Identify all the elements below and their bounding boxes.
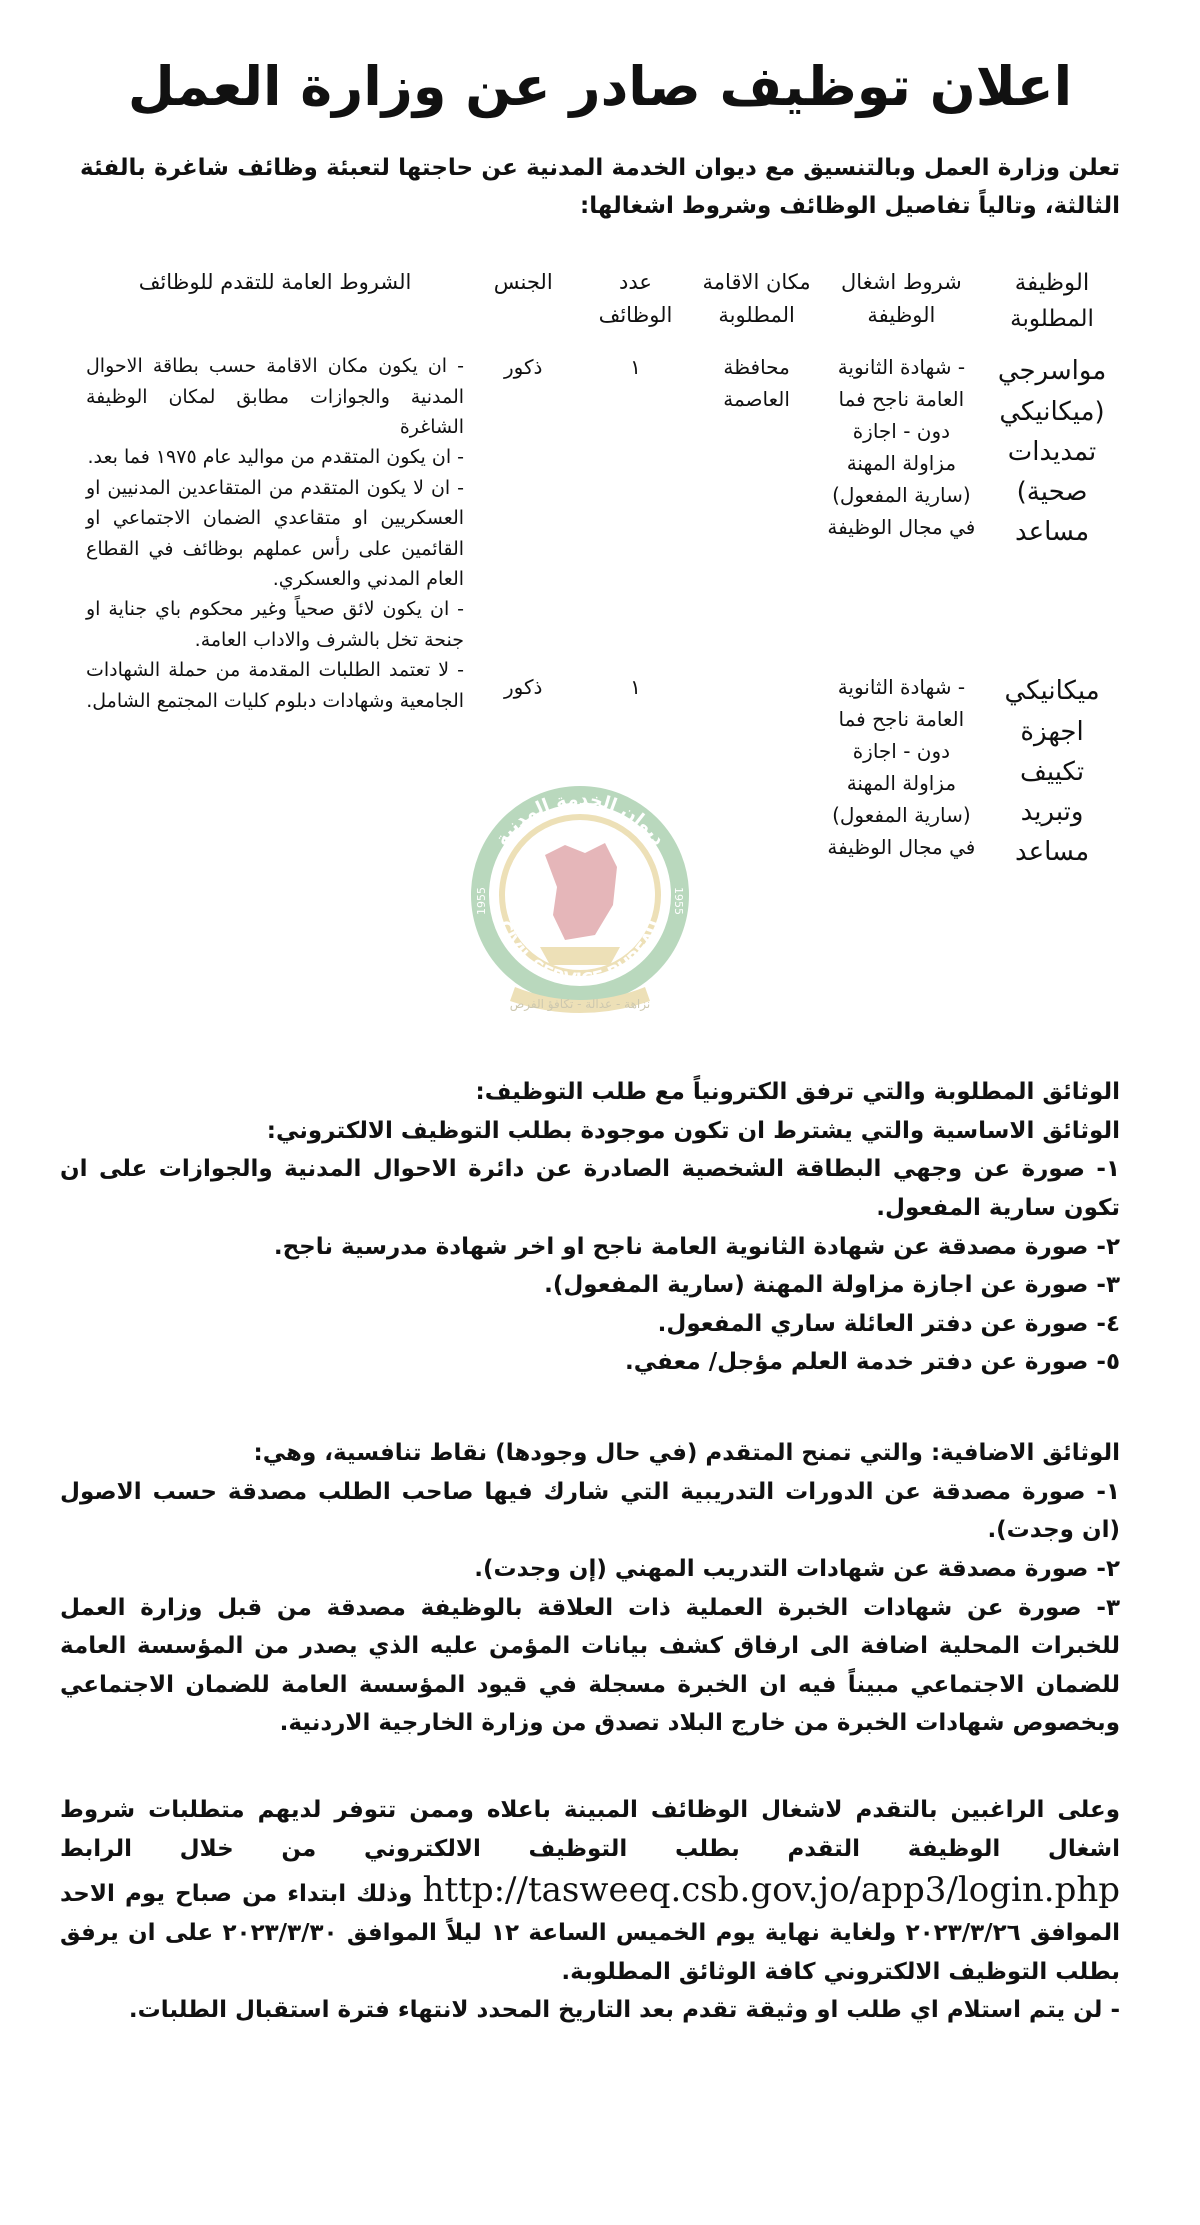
header-conditions: شروط اشغال الوظيفة: [841, 270, 962, 327]
list-item: ٥- صورة عن دفتر خدمة العلم مؤجل/ معفي.: [624, 1349, 1120, 1376]
job-conditions-cell: - شهادة الثانوية العامة ناجح فما دون - اجازة مزاولة المهنة (سارية المفعول) في مجال الوظيفة: [827, 675, 976, 860]
list-item: ١- صورة مصدقة عن الدورات التدريبية التي شارك فيها صاحب الطلب مصدقة حسب الاصول (ان وجدت).: [60, 1478, 1120, 1544]
list-item: ٤- صورة عن دفتر العائلة ساري المفعول.: [657, 1310, 1120, 1337]
seal-arabic-name: ديوان الخدمة المدنية: [491, 788, 670, 850]
general-condition-item: - ان لا يكون المتقدم من المتقاعدين المدنيين او العسكريين او متقاعدي الضمان الاجتماعي او القائمين على رأس عملهم بوظائف في القطاع العام المدني والعسكري.: [86, 476, 465, 591]
list-item: ١- صورة عن وجهي البطاقة الشخصية الصادرة عن دائرة الاحوال المدنية والجوازات على ان تكون سارية المفعول.: [60, 1156, 1120, 1221]
header-residence: مكان الاقامة المطلوبة: [702, 270, 811, 327]
job-count-cell: ١: [630, 355, 641, 380]
general-condition-item: - ان يكون المتقدم من مواليد عام ١٩٧٥ فما بعد.: [87, 446, 465, 469]
closing-note: - لن يتم استلام اي طلب او وثيقة تقدم بعد التاريخ المحدد لانتهاء فترة استقبال الطلبات.: [128, 1997, 1120, 2024]
closing-paragraph: [60, 1791, 1120, 1991]
general-condition-item: - ان يكون لائق صحياً وغير محكوم باي جناية او جنحة تخل بالشرف والاداب العامة.: [86, 598, 465, 651]
civil-service-bureau-seal-icon: [445, 775, 715, 1015]
closing-text-after-url: وذلك ابتداء من صباح يوم الاحد الموافق ٢٠٢٣/٣/٢٦ ولغاية نهاية يوم الخميس الساعة ١٢ ليلاً الموافق ٢٠٢٣/٣/٣٠ على ان يرفق بطلب التوظيف الالكتروني كافة الوثائق المطلوبة.: [60, 1881, 1121, 1985]
application-link[interactable]: http://tasweeq.csb.gov.jo/app3/login.php: [422, 1870, 1121, 1911]
seal-motto: نزاهة - عدالة - تكافؤ الفرص: [509, 997, 651, 1011]
list-item: ٣- صورة عن اجازة مزاولة المهنة (سارية المفعول).: [544, 1272, 1120, 1299]
documents-section: [60, 1073, 1120, 2030]
basic-documents-heading: الوثائق الاساسية والتي يشترط ان تكون موجودة بطلب التوظيف الالكتروني:: [266, 1117, 1120, 1144]
gender-cell: ذكور: [504, 355, 543, 380]
residence-cell: محافظة العاصمة: [723, 355, 790, 412]
seal-english-name: CIVIL SERVICE BUREAU: [493, 918, 667, 991]
header-job: الوظيفة المطلوبة: [1010, 270, 1094, 332]
general-conditions-cell: [80, 341, 470, 882]
documents-heading: الوثائق المطلوبة والتي ترفق الكترونياً مع طلب التوظيف:: [475, 1079, 1120, 1105]
job-conditions-cell: - شهادة الثانوية العامة ناجح فما دون - اجازة مزاولة المهنة (سارية المفعول) في مجال الوظيفة: [827, 355, 976, 540]
section-spacer: [60, 1743, 1120, 1791]
seal-year-left: 1955: [475, 887, 488, 915]
general-condition-item: - ان يكون مكان الاقامة حسب بطاقة الاحوال المدنية والجوازات مطابق لمكان الوظيفة الشاغرة: [86, 355, 465, 439]
list-item: ٣- صورة عن شهادات الخبرة العملية ذات العلاقة بالوظيفة مصدقة من قبل وزارة العمل للخبرات المحلية اضافة الى ارفاق كشف بيانات المؤمن عليه الذي يصدر من المؤسسة العامة للضمان الاجتماعي مبيناً فيه ان الخبرة مسجلة في قيود المؤسسة العامة للضمان الاجتماعي وبخصوص شهادات الخبرة من خارج البلاد تصدق من وزارة الخارجية الاردنية.: [60, 1594, 1120, 1737]
list-item: ٢- صورة مصدقة عن شهادات التدريب المهني (إن وجدت).: [474, 1555, 1120, 1582]
header-count: عدد الوظائف: [598, 270, 673, 327]
section-spacer: [60, 1382, 1120, 1434]
intro-paragraph: تعلن وزارة العمل وبالتنسيق مع ديوان الخدمة المدنية عن حاجتها لتعبئة وظائف شاغرة بالفئة الثالثة، وتالياً تفاصيل الوظائف وشروط اشغالها:: [80, 155, 1120, 219]
additional-documents-heading: الوثائق الاضافية: والتي تمنح المتقدم (في حال وجودها) نقاط تنافسية، وهي:: [253, 1440, 1120, 1466]
list-item: ٢- صورة مصدقة عن شهادة الثانوية العامة ناجح او اخر شهادة مدرسية ناجح.: [273, 1233, 1120, 1260]
gender-cell: ذكور: [504, 675, 543, 700]
general-condition-item: - لا تعتمد الطلبات المقدمة من حملة الشهادات الجامعية وشهادات دبلوم كليات المجتمع الشامل.: [86, 659, 465, 712]
seal-year-right: 1955: [672, 887, 685, 915]
table-header-row: [80, 262, 1120, 341]
table-row: [80, 341, 1120, 661]
job-title-cell: ميكانيكي اجهزة تكييف وتبريد مساعد: [1004, 676, 1100, 868]
job-count-cell: ١: [630, 675, 641, 700]
announcement-title: اعلان توظيف صادر عن وزارة العمل: [127, 55, 1073, 118]
header-general: الشروط العامة للتقدم للوظائف: [138, 270, 412, 294]
header-gender: الجنس: [493, 270, 553, 294]
job-title-cell: مواسرجي (ميكانيكي تمديدات صحية) مساعد: [997, 356, 1107, 548]
closing-text-before-url: وعلى الراغبين بالتقدم لاشغال الوظائف المبينة باعلاه وممن تتوفر لديهم متطلبات شروط اشغال الوظيفة التقدم بطلب التوظيف الالكتروني من خلال الرابط: [60, 1797, 1120, 1862]
